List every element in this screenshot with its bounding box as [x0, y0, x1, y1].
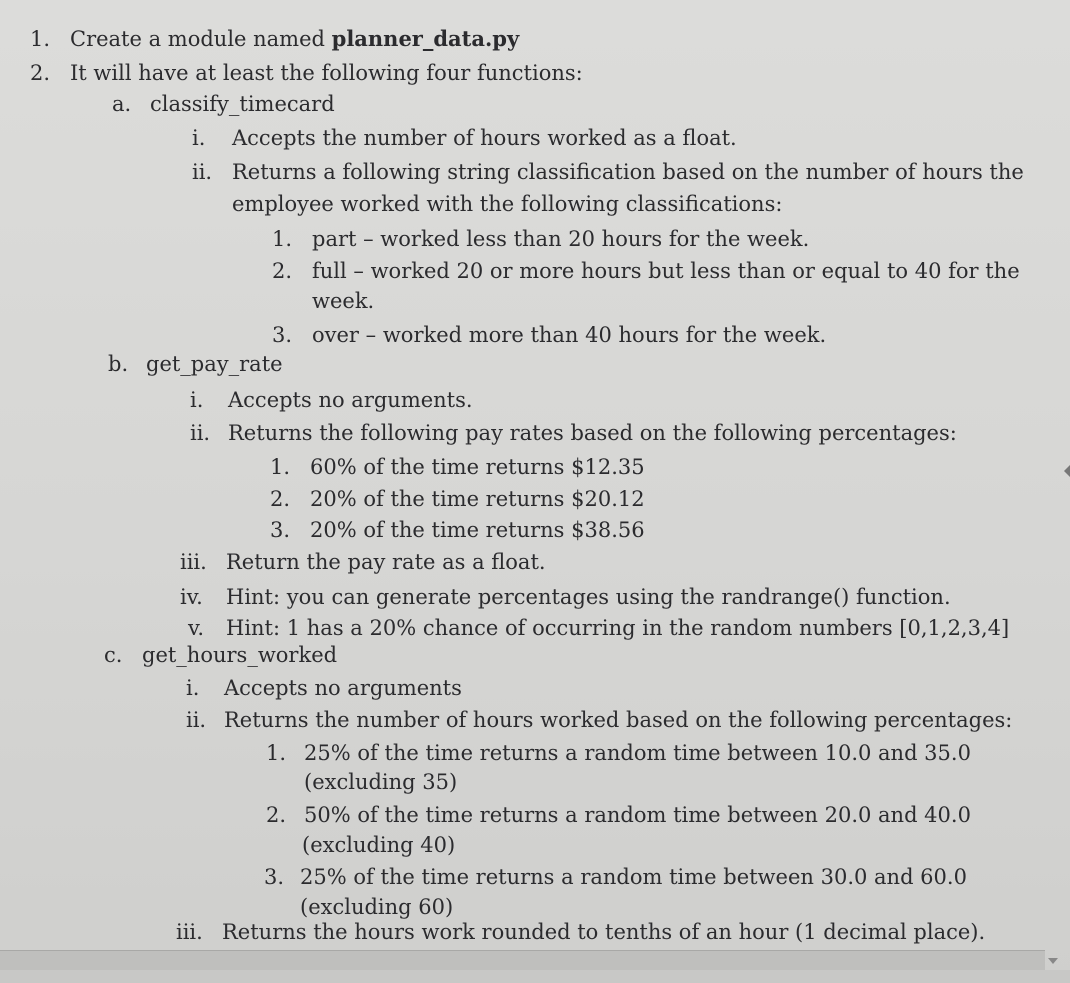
chevron-down-icon[interactable] — [1048, 958, 1058, 964]
chevron-left-icon[interactable] — [1064, 465, 1070, 477]
screen-bottom-edge — [0, 970, 1070, 983]
document-photo: 1. Create a module named planner_data.py 2. It will have at least the following four functions: a. classify_timecard i. Accepts the number of hours worked as a float. ii. Returns a following string classification based on the number of hours the employee worked with the following classifications: 1. part – worked less than 20 hours for the week. 2. full – worked 20 or more hours but less than or equal to 40 for the week. 3. over – worked more than 40 hours for the week. b. get_pay_rate i. Accepts no arguments. ii. Returns the following pay rates based on the following percentages: 1. 60% of the time returns $12.35 2. 20% of the time returns $20.12 3. 20% of the time returns $38.56 iii. Return the pay rate as a float. iv. Hint: you can generate percentages using the randrange() function. v. Hint: 1 has a 20% chance of occurring in the random numbers [0,1,2,3,4] c. get_hours_worked i. Accepts no arguments ii. Returns the number of hours worked based on the following percentages: 1. 25% of the time returns a random time between 10.0 and 35.0 (excluding 35) 2. 50% of the time returns a random time between 20.0 and 40.0 (excluding 40) 3. 25% of the time returns a random time between 30.0 and 60.0 (excluding 60) iii. Returns the hours work rounded to tenths of an hour (1 decimal place). — [0, 0, 1070, 983]
item-text: Create a module named — [70, 27, 332, 51]
module-name: planner_data.py — [331, 26, 520, 51]
